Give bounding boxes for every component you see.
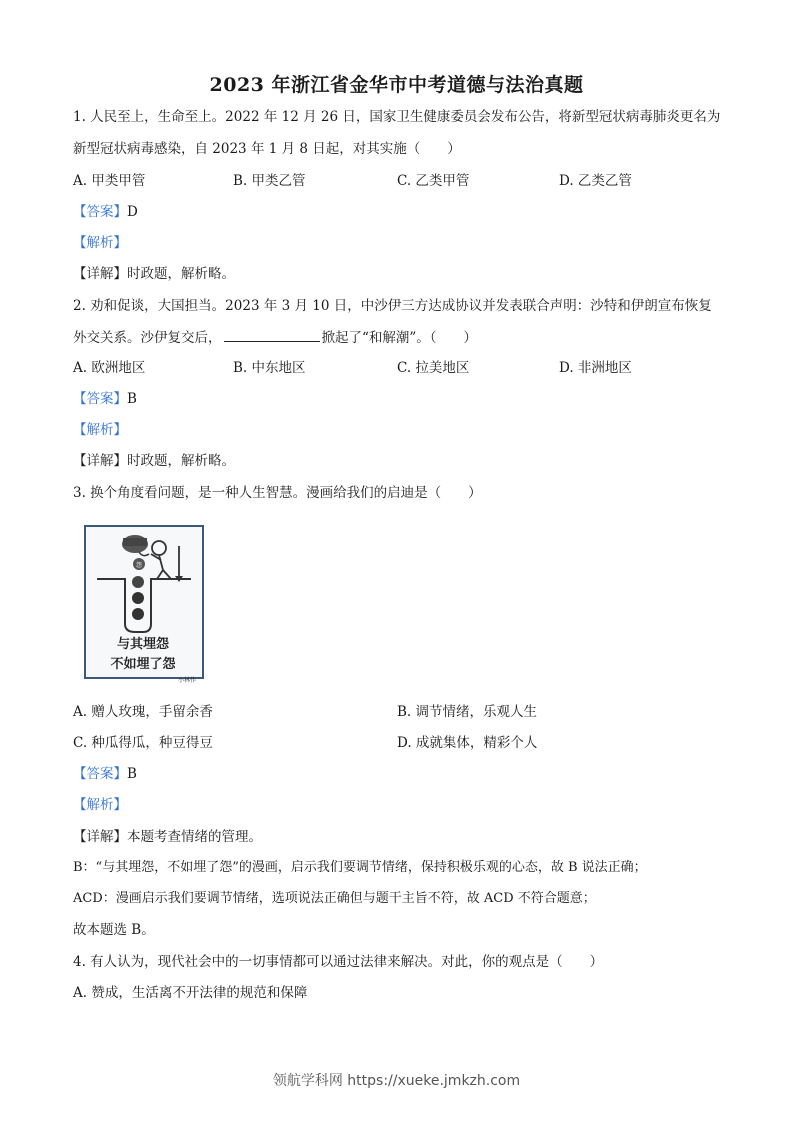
footer-watermark: 领航学科网 https://xueke.jmkzh.com (272, 1073, 521, 1089)
q2-analysis (73, 421, 127, 439)
q1-option-c: C. 乙类甲管 (397, 173, 470, 189)
q2-detail (73, 452, 235, 470)
q3-option-d: D. 成就集体，精彩个人 (397, 735, 538, 751)
comic-caption-line1: 与其埋怨 (116, 637, 170, 652)
q1-stem-line1: 1. 人民至上，生命至上。2022 年 12 月 26 日，国家卫生健康委员会发布公告，将新型冠状病毒肺炎更名为 (73, 109, 721, 125)
q2-option-c: C. 拉美地区 (397, 360, 470, 376)
analysis-tag: 【解析】 (73, 797, 127, 813)
q2-option-b: B. 中东地区 (233, 360, 306, 376)
q2-answer (73, 390, 137, 408)
q3-explain-1: B：“与其埋怨，不如埋了怨”的漫画，启示我们要调节情绪，保持积极乐观的心态，故 B 说法正确； (73, 860, 647, 875)
answer-tag: 【答案】 (73, 391, 127, 407)
q2-stem-pre: 外交关系。沙伊复交后， (73, 330, 222, 346)
q1-analysis (73, 234, 127, 252)
q3-option-c: C. 种瓜得瓜，种豆得豆 (73, 735, 213, 751)
fill-blank (224, 328, 320, 342)
detail-tag: 【详解】 (73, 829, 127, 845)
q3-answer-value: B (127, 766, 137, 782)
q3-answer (73, 765, 137, 783)
answer-tag: 【答案】 (73, 766, 127, 782)
q4-option-a: A. 赞成，生活离不开法律的规范和保障 (73, 985, 308, 1001)
analysis-tag: 【解析】 (73, 235, 127, 251)
comic-signature: 小林作 (177, 677, 197, 684)
q3-option-b: B. 调节情绪，乐观人生 (397, 704, 538, 720)
q1-option-d: D. 乙类乙管 (559, 173, 632, 189)
q3-detail-text: 本题考查情绪的管理。 (127, 829, 262, 845)
q1-detail-text: 时政题，解析略。 (127, 266, 235, 282)
q3-option-a: A. 赠人玫瑰，手留余香 (73, 704, 213, 720)
comic-illustration (83, 524, 205, 686)
q1-answer (73, 203, 138, 221)
q2-answer-value: B (127, 391, 137, 407)
q1-stem-line2: 新型冠状病毒感染，自 2023 年 1 月 8 日起，对其实施（ ） (73, 141, 461, 157)
comic-caption-line2: 不如埋了怨 (110, 657, 176, 672)
q3-analysis (73, 796, 127, 814)
q3-explain-3: 故本题选 B。 (73, 922, 155, 938)
q4-stem-line1: 4. 有人认为，现代社会中的一切事情都可以通过法律来解决。对此，你的观点是（ ） (73, 954, 604, 970)
q2-stem-post: 掀起了“和解潮”。（ ） (321, 330, 478, 346)
q2-option-d: D. 非洲地区 (559, 360, 632, 376)
q3-detail (73, 828, 262, 846)
q1-option-a: A. 甲类甲管 (73, 173, 146, 189)
q3-stem-line1: 3. 换个角度看问题，是一种人生智慧。漫画给我们的启迪是（ ） (73, 485, 482, 501)
q2-stem-line1: 2. 劝和促谈，大国担当。2023 年 3 月 10 日，中沙伊三方达成协议并发表联合声明：沙特和伊朗宣布恢复 (73, 298, 712, 314)
q1-answer-value: D (127, 204, 138, 220)
q2-detail-text: 时政题，解析略。 (127, 453, 235, 469)
q1-option-b: B. 甲类乙管 (233, 173, 306, 189)
page-title: 2023 年浙江省金华市中考道德与法治真题 (209, 74, 584, 96)
q3-explain-2: ACD：漫画启示我们要调节情绪，选项说法正确但与题干主旨不符，故 ACD 不符合题意； (73, 891, 596, 906)
q2-option-a: A. 欧洲地区 (73, 360, 146, 376)
detail-tag: 【详解】 (73, 453, 127, 469)
detail-tag: 【详解】 (73, 266, 127, 282)
answer-tag: 【答案】 (73, 204, 127, 220)
ball-label: 怨 (135, 562, 143, 569)
q1-detail (73, 265, 235, 283)
analysis-tag: 【解析】 (73, 422, 127, 438)
q2-stem-line2 (73, 328, 477, 347)
